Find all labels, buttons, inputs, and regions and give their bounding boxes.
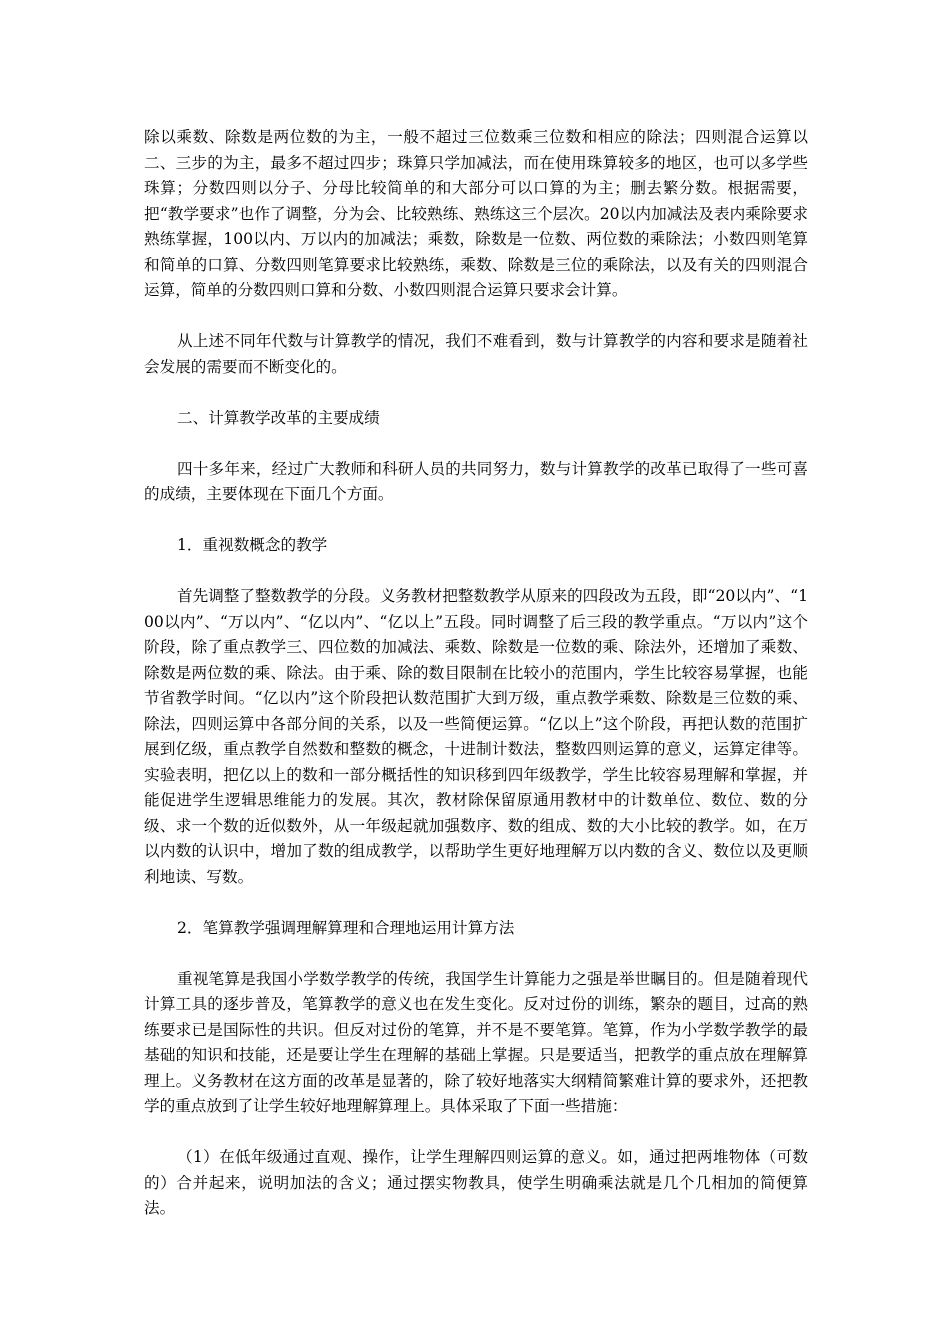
section-heading-2: 二、计算教学改革的主要成绩 xyxy=(177,408,380,427)
paragraph-continuation: 除以乘数、除数是两位数的为主，一般不超过三位数乘三位数和相应的除法；四则混合运算以二、三步的为主，最多不超过四步；珠算只学加减法，而在使用珠算较多的地区，也可以多学些珠算；分数四则以分子、分母比较简单的和大部分可以口算的为主；删去繁分数。根据需要，把“教学要求”也作了调整，分为会、比较熟练、熟练这三个层次。20以内加减法及表内乘除要求熟练掌握，100以内、万以内的加减法；乘数，除数是一位数、两位数的乘除法；小数四则笔算和简单的口算、分数四则笔算要求比较熟练，乘数、除数是三位的乘除法，以及有关的四则混合运算，简单的分数四则口算和分数、小数四则混合运算只要求会计算。 xyxy=(144,128,808,299)
item-heading-1: 1．重视数概念的教学 xyxy=(177,536,328,554)
paragraph-summary: 从上述不同年代数与计算教学的情况，我们不难看到，数与计算教学的内容和要求是随着社会发展的需要而不断变化的。 xyxy=(144,332,808,376)
document-page xyxy=(144,125,808,1247)
paragraph-measure-1: （1）在低年级通过直观、操作，让学生理解四则运算的意义。如，通过把两堆物体（可数的）合并起来，说明加法的含义；通过摆实物教具，使学生明确乘法就是几个几相加的简便算法。 xyxy=(144,1148,808,1217)
paragraph-item-2: 重视笔算是我国小学数学教学的传统，我国学生计算能力之强是举世瞩目的。但是随着现代计算工具的逐步普及，笔算教学的意义也在发生变化。反对过份的训练，繁杂的题目，过高的熟练要求已是国际性的共识。但反对过份的笔算，并不是不要笔算。笔算，作为小学数学教学的最基础的知识和技能，还是要让学生在理解的基础上掌握。只是要适当，把教学的重点放在理解算理上。义务教材在这方面的改革是显著的，除了较好地落实大纲精简繁难计算的要求外，还把教学的重点放到了让学生较好地理解算理上。具体采取了下面一些措施： xyxy=(144,969,808,1115)
item-heading-2: 2．笔算教学强调理解算理和合理地运用计算方法 xyxy=(177,918,515,937)
paragraph-item-1: 首先调整了整数教学的分段。义务教材把整数教学从原来的四段改为五段，即“20以内”、“100以内”、“万以内”、“亿以内”、“亿以上”五段。同时调整了后三段的教学重点。“万以内”这个阶段，除了重点教学三、四位数的加减法、乘数、除数是一位数的乘、除法外，还增加了乘数、除数是两位数的乘、除法。由于乘、除的数目限制在比较小的范围内，学生比较容易掌握，也能节省教学时间。“亿以内”这个阶段把认数范围扩大到万级，重点教学乘数、除数是三位数的乘、除法，四则运算中各部分间的关系，以及一些简便运算。“亿以上”这个阶段，再把认数的范围扩展到亿级，重点教学自然数和整数的概念，十进制计数法，整数四则运算的意义，运算定律等。实验表明，把亿以上的数和一部分概括性的知识移到四年级教学，学生比较容易理解和掌握，并能促进学生逻辑思维能力的发展。其次，教材除保留原通用教材中的计数单位、数位、数的分级、求一个数的近似数外，从一年级起就加强数序、数的组成、数的大小比较的教学。如，在万以内数的认识中，增加了数的组成教学，以帮助学生更好地理解万以内数的含义、数位以及更顺利地读、写数。 xyxy=(144,587,808,886)
paragraph-intro: 四十多年来，经过广大教师和科研人员的共同努力，数与计算教学的改革已取得了一些可喜的成绩，主要体现在下面几个方面。 xyxy=(144,459,808,503)
